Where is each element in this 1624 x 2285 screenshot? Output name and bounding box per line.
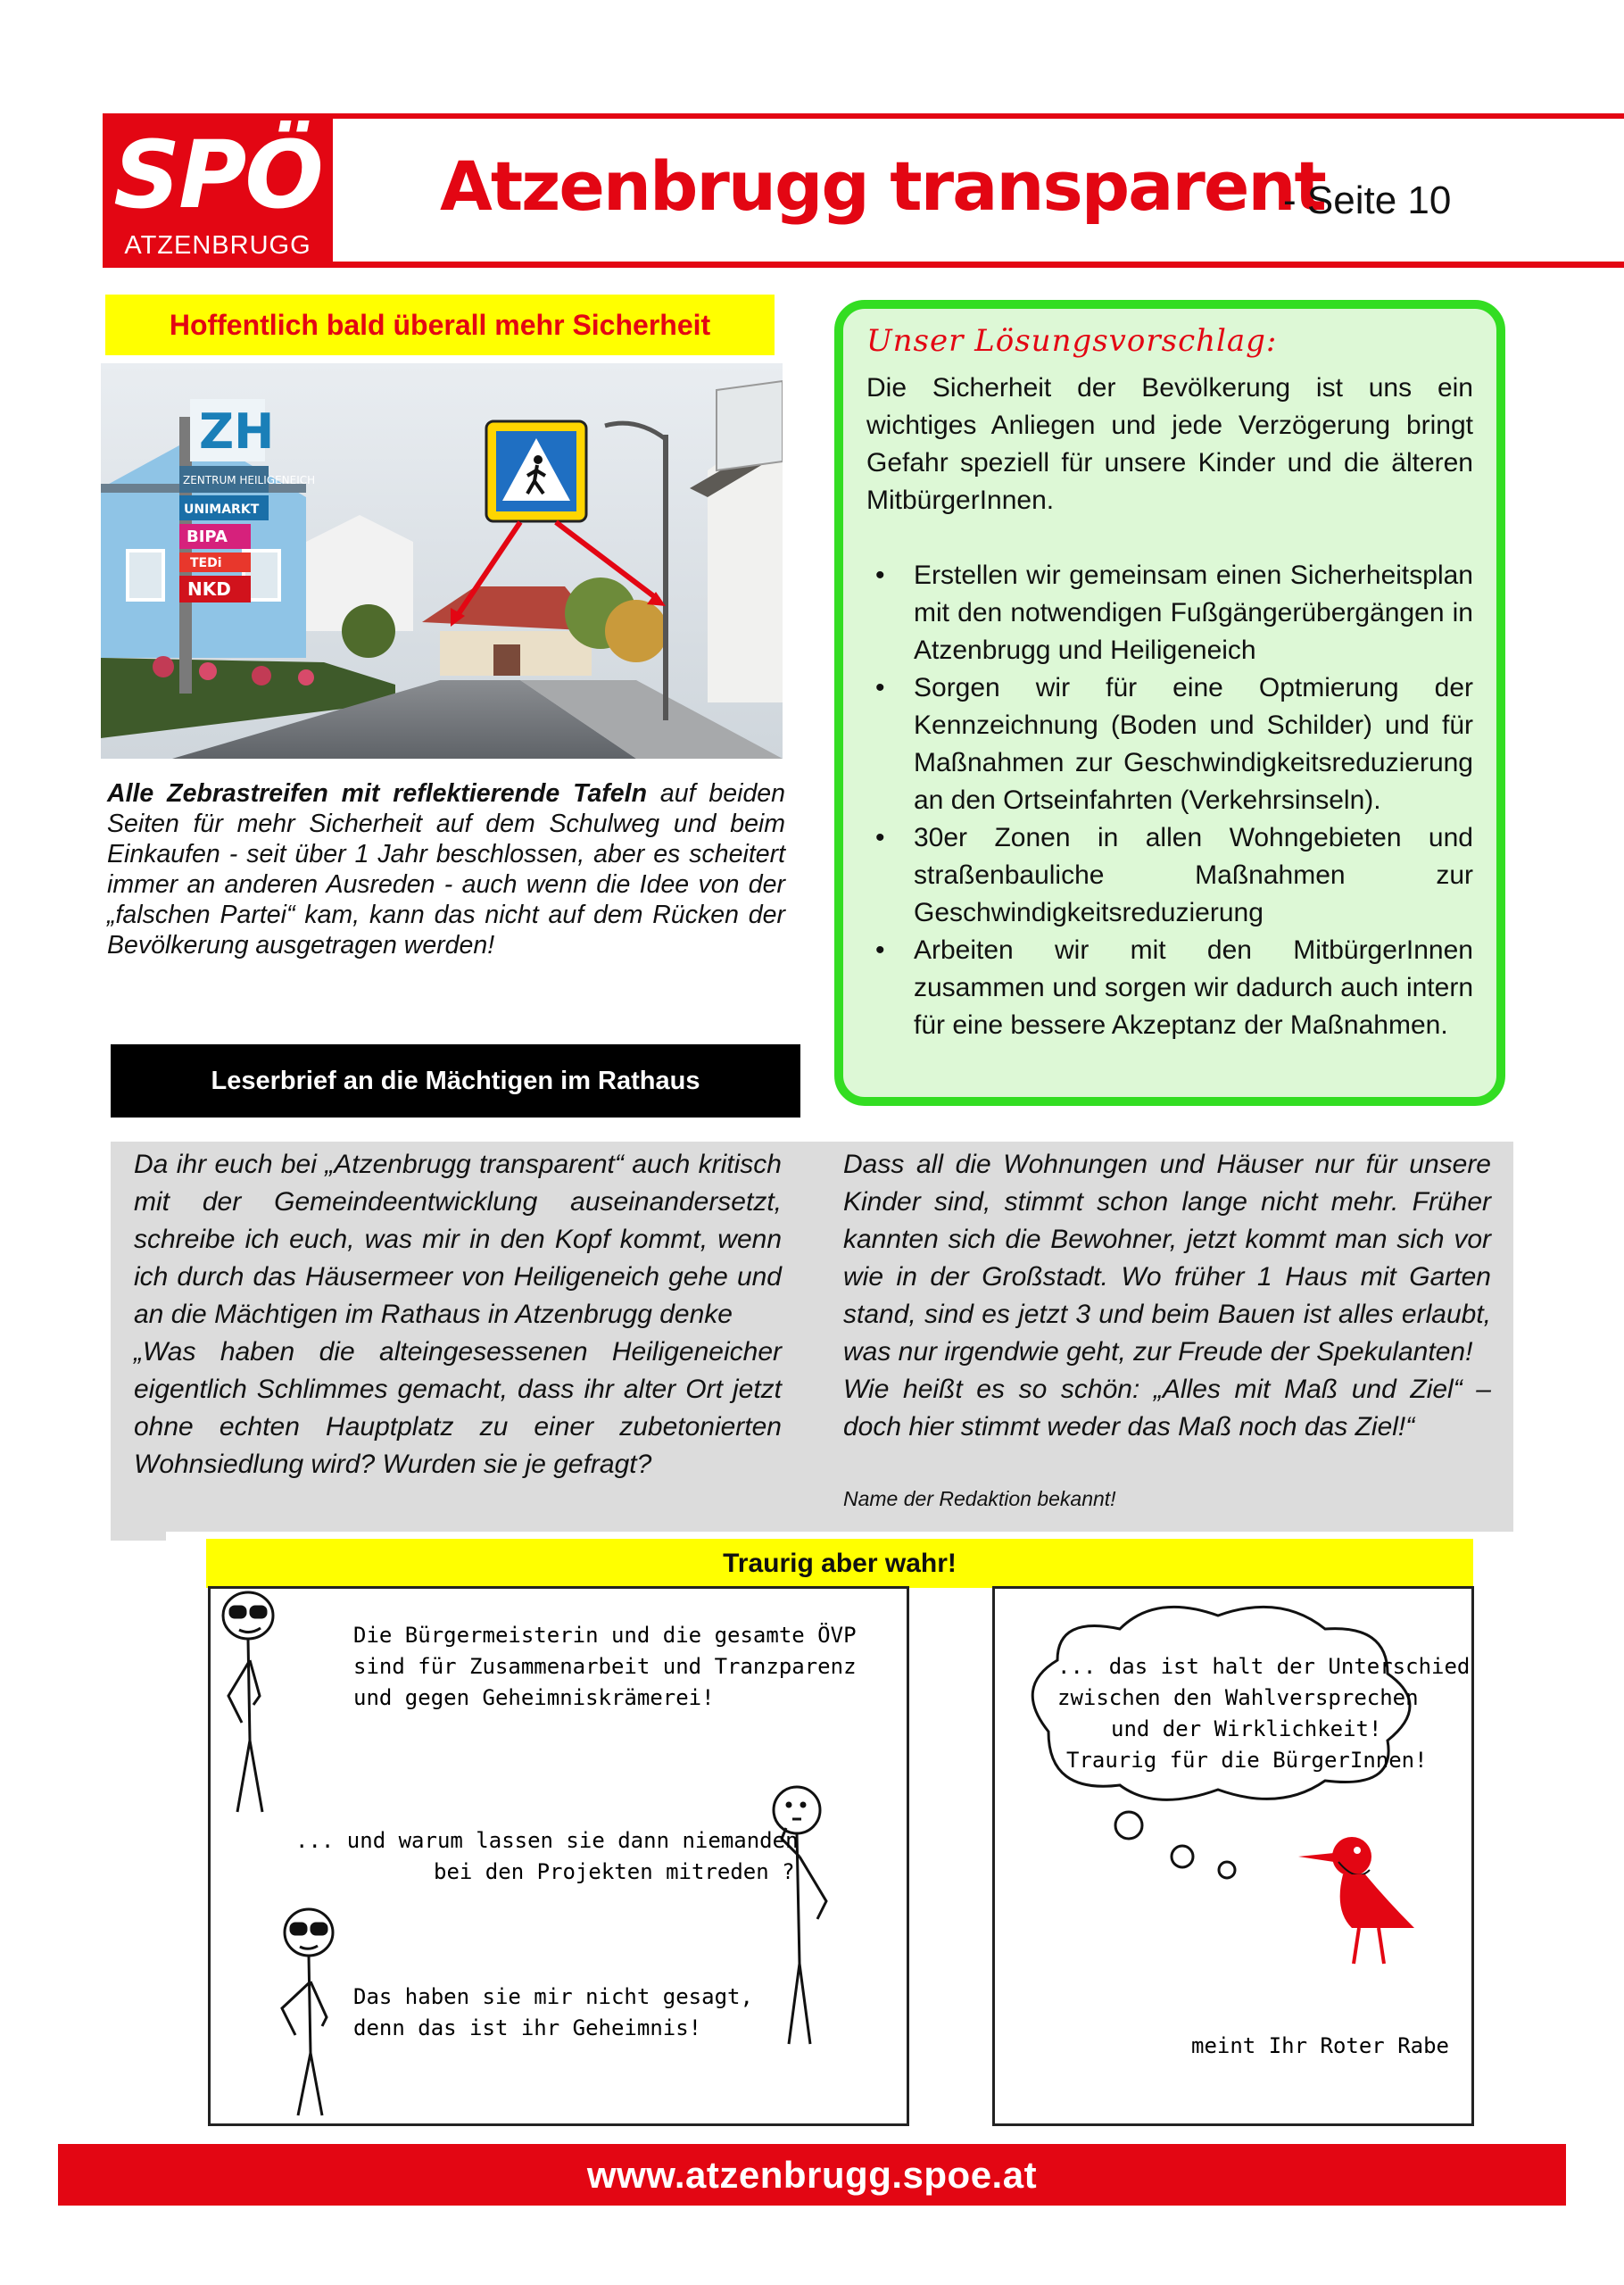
speech3-line1: Das haben sie mir nicht gesagt,: [353, 1984, 753, 2009]
street-photo-illustration: [101, 363, 783, 759]
cartoon-panel-left: [208, 1586, 909, 2126]
cartoon-right-drawing: [995, 1589, 1471, 2123]
street-photo: [101, 363, 783, 759]
pedestrian-crossing-sign-icon: [486, 421, 586, 521]
letter-headline: Leserbrief an die Mächtigen im Rathaus: [111, 1044, 800, 1118]
header-rule-bottom: [333, 262, 1624, 268]
safety-headline: Hoffentlich bald überall mehr Sicherheit: [105, 295, 775, 355]
page-title: Atzenbrugg transparent: [440, 146, 1325, 226]
solution-item: • Sorgen wir für eine Optmierung der Kennzeichnung (Boden und Schilder) und für Maßnahmen zur Geschwindigkeitsreduzierung an den Ortseinfahrten (Verkehrsinseln).: [866, 669, 1473, 819]
speech1-line2: sind für Zusammenarbeit und Tranzparenz: [353, 1654, 857, 1679]
speech1-line3: und gegen Geheimniskrämerei!: [353, 1685, 715, 1710]
cloud-line3: und der Wirklichkeit!: [1111, 1716, 1382, 1741]
stick-figure-icon: [282, 1909, 333, 2115]
bullet-icon: •: [875, 673, 885, 702]
logo-town: ATZENBRUGG: [124, 231, 311, 260]
photo-sign-zh: ZH: [199, 403, 275, 460]
page-number: - Seite 10: [1283, 179, 1452, 222]
photo-sign-bipa: BIPA: [186, 528, 228, 546]
bullet-icon: •: [875, 935, 885, 965]
speech2-line2: bei den Projekten mitreden ?: [434, 1859, 795, 1884]
solution-item: • Erstellen wir gemeinsam einen Sicherheitsplan mit den notwendigen Fußgängerübergängen in Atzenbrugg und Heiligeneich: [866, 557, 1473, 669]
speech3-line2: denn das ist ihr Geheimnis!: [353, 2015, 702, 2040]
caption-bold: Alle Zebrastreifen mit reflektierende Tafeln: [107, 779, 647, 808]
photo-sign-zentrum: ZENTRUM HEILIGENEICH: [183, 474, 316, 486]
bullet-icon: •: [875, 823, 885, 852]
photo-caption: [107, 778, 785, 960]
solution-list: [866, 557, 1473, 1044]
photo-sign-unimarkt: UNIMARKT: [184, 503, 260, 517]
cartoon-left-drawing: [211, 1589, 907, 2123]
header-rule-top: [333, 113, 1624, 119]
solution-item: • 30er Zonen in allen Wohngebieten und straßenbauliche Maßnahmen zur Geschwindigkeitsreduzierung: [866, 819, 1473, 932]
cartoon-headline: Traurig aber wahr!: [206, 1539, 1473, 1588]
logo-text: SPÖ: [113, 120, 322, 229]
letter-text-right: Dass all die Wohnungen und Häuser nur für unsere Kinder sind, stimmt schon lange nicht mehr. Früher kannten sich die Bewohner, jetzt kommt man sich vor wie in der Großstadt. Wo früher 1 Haus mit Garten stand, sind es jetzt 3 und beim Bauen ist alles erlaubt, was nur irgendwie geht, zur Freude der Spekulanten! Wie heißt es so schön: „Alles mit Maß und Ziel“ – doch hier stimmt weder das Maß noch das Ziel!“: [843, 1150, 1491, 1442]
speech1-line1: Die Bürgermeisterin und die gesamte ÖVP: [353, 1623, 857, 1648]
bullet-icon: •: [875, 561, 885, 590]
solution-item: • Arbeiten wir mit den MitbürgerInnen zusammen und sorgen wir dadurch auch intern für eine bessere Akzeptanz der Maßnahmen.: [866, 932, 1473, 1044]
photo-sign-nkd: NKD: [187, 578, 231, 600]
spoe-logo: [103, 113, 333, 268]
cloud-line2: zwischen den Wahlversprechen: [1057, 1685, 1419, 1710]
solution-intro: Die Sicherheit der Bevölkerung ist uns ein wichtiges Anliegen und jede Verzögerung bringt Gefahr speziell für unsere Kinder und die älteren MitbürgerInnen.: [866, 373, 1473, 515]
caption-text: auf beiden Seiten für mehr Sicherheit auf dem Schulweg und beim Einkaufen - seit über 1 Jahr beschlossen, aber es scheitert immer an anderen Ausreden - auch wenn die Idee von der „falschen Partei“ kam, kann das nicht auf dem Rücken der Bevölkerung ausgetragen werden!: [107, 779, 785, 960]
raven-icon: [1298, 1837, 1414, 1964]
speech2-line1: ... und warum lassen sie dann niemanden: [295, 1828, 799, 1853]
cloud-line4: Traurig für die BürgerInnen!: [1066, 1748, 1428, 1773]
cartoon-panel-right: [992, 1586, 1474, 2126]
letter-box-notch: [111, 1532, 166, 1541]
photo-sign-tedi: TEDi: [190, 556, 222, 570]
footer-url[interactable]: www.atzenbrugg.spoe.at: [58, 2144, 1566, 2206]
letter-signature: Name der Redaktion bekannt!: [843, 1487, 1116, 1510]
cloud-line1: ... das ist halt der Unterschied: [1057, 1654, 1471, 1679]
raven-signature: meint Ihr Roter Rabe: [1191, 2033, 1449, 2058]
solution-title: Unser Lösungsvorschlag:: [866, 323, 1278, 359]
stick-figure-icon: [774, 1787, 826, 2044]
stick-figure-icon: [223, 1592, 273, 1812]
letter-text-left: Da ihr euch bei „Atzenbrugg transparent“ auch kritisch mit der Gemeindeentwicklung auseinandersetzt, schreibe ich euch, was mir in den Kopf kommt, wenn ich durch das Häusermeer von Heiligeneich gehe und an die Mächtigen im Rathaus in Atzenbrugg denke „Was haben die alteingesessenen Heiligeneicher eigentlich Schlimmes gemacht, dass ihr alter Ort jetzt ohne echten Hauptplatz zu einer zubetonierten Wohnsiedlung wird? Wurden sie je gefragt?: [134, 1150, 782, 1479]
